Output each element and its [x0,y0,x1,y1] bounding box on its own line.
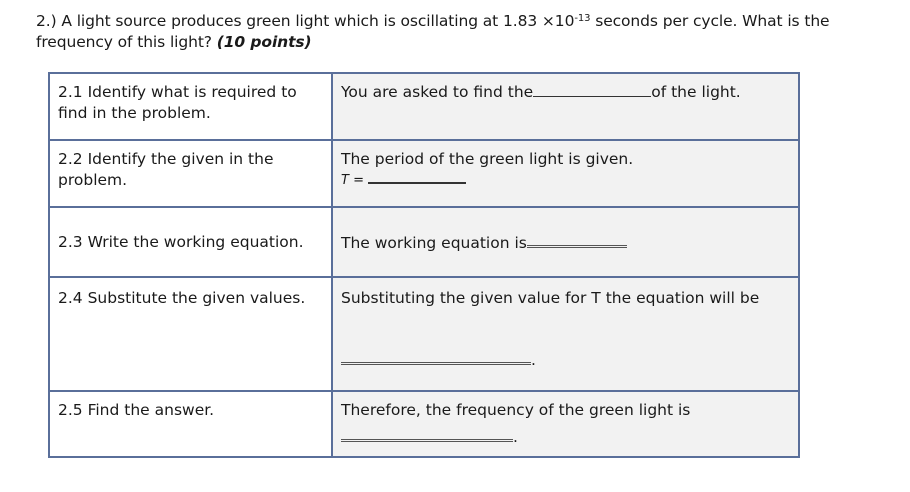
answer-2-1-after: of the light. [651,83,741,101]
answer-2-5-blank[interactable] [341,425,513,442]
table-row-2-3 [49,207,799,277]
step-cell-2-4: 2.4 Substitute the given values. [49,277,332,391]
table-row-2-2 [49,140,799,207]
question-text [36,8,896,53]
question-points: (10 points) [216,33,312,51]
question-text-before: 2.) A light source produces green light which is oscillating at 1.83 ×10 [36,12,575,30]
answer-2-3-before: The working equation is [341,233,527,252]
answer-cell-2-1 [332,73,799,140]
question-text-after: seconds per cycle. What is the frequency of this light? [36,12,830,51]
answer-2-1-before: You are asked to find the [341,83,534,101]
question-exponent: -13 [574,13,591,24]
answer-2-2-blank[interactable] [368,172,466,184]
answer-cell-2-4 [332,277,799,391]
answer-2-5-after: . [513,428,518,446]
step-cell-2-3: 2.3 Write the working equation. [49,207,332,277]
step-cell-2-2: 2.2 Identify the given in the problem. [49,140,332,207]
answer-2-1-blank[interactable] [533,82,651,97]
step-cell-2-1: 2.1 Identify what is required to find in the problem. [49,73,332,140]
answer-cell-2-2 [332,140,799,207]
table-row-2-4 [49,277,799,391]
answer-2-5-line1: Therefore, the frequency of the green light is [341,401,691,419]
answer-2-4-after: . [531,351,536,369]
table-row-2-5 [49,391,799,457]
steps-table [48,72,800,458]
answer-cell-2-3 [332,207,799,277]
answer-2-2-line1: The period of the green light is given. [341,150,634,168]
answer-2-2-symbol: T = [341,173,364,188]
answer-cell-2-5 [332,391,799,457]
step-cell-2-5: 2.5 Find the answer. [49,391,332,457]
answer-2-4-blank[interactable] [341,348,531,365]
answer-2-4-line1: Substituting the given value for T the equation will be [341,289,760,307]
table-row-2-1 [49,73,799,140]
answer-2-3-blank[interactable] [527,231,627,248]
